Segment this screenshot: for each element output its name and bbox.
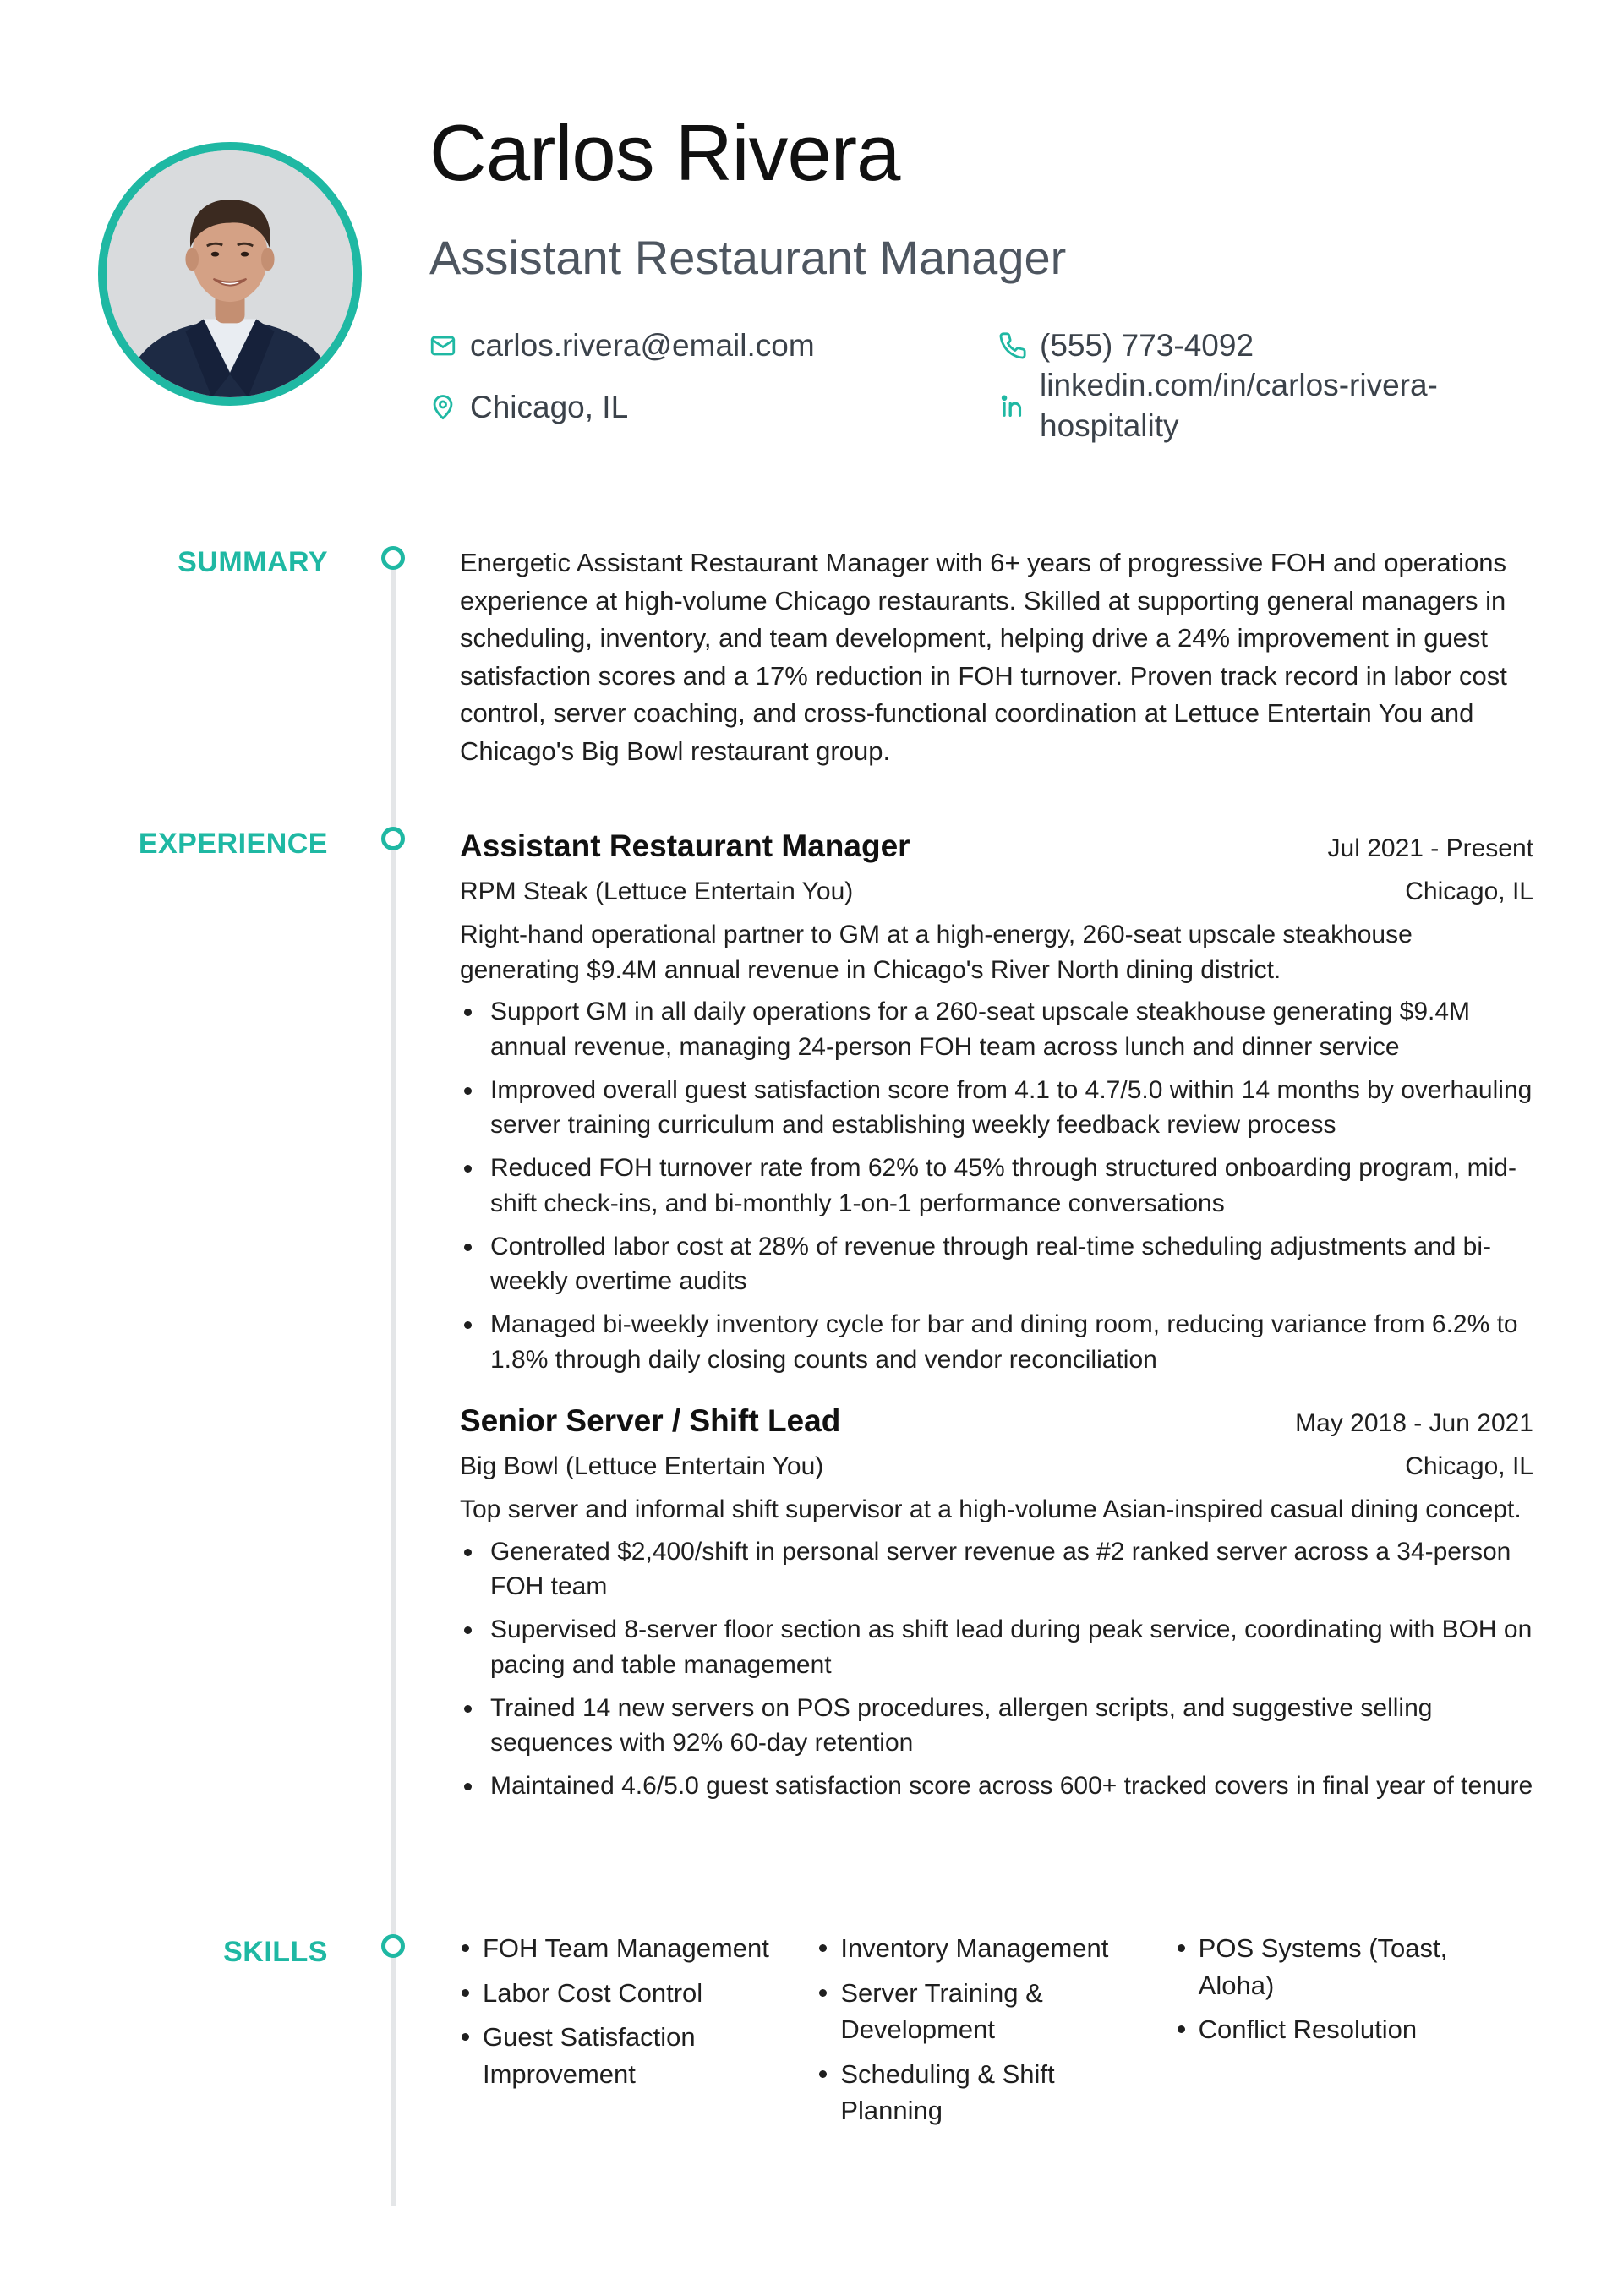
experience-list	[460, 824, 1533, 1826]
job-location: Chicago, IL	[1405, 1452, 1533, 1480]
job-location: Chicago, IL	[1405, 877, 1533, 905]
candidate-name: Carlos Rivera	[429, 108, 900, 197]
job-company: RPM Steak (Lettuce Entertain You)	[460, 877, 854, 905]
job-description: Right-hand operational partner to GM at a high-energy, 260-seat upscale steakhouse generating $9.4M annual revenue in Chicago's River North dining district.	[460, 921, 1413, 984]
skills-timeline-node	[381, 1934, 405, 1958]
contact-phone[interactable]	[997, 325, 1254, 366]
job-bullet: Managed bi-weekly inventory cycle for bar and dining room, reducing variance from 6.2% to 1.8% through daily closing counts and vendor reconciliation	[460, 1307, 1533, 1377]
job-bullet: Improved overall guest satisfaction score from 4.1 to 4.7/5.0 within 14 months by overhauling server training curriculum and establishing weekly feedback review process	[460, 1073, 1533, 1143]
job-title: Assistant Restaurant Manager	[460, 828, 910, 863]
job-title: Senior Server / Shift Lead	[460, 1403, 841, 1438]
skill-item: Guest Satisfaction Improvement	[460, 2019, 817, 2092]
summary-timeline-node	[381, 546, 405, 570]
job-bullet: Controlled labor cost at 28% of revenue through real-time scheduling adjustments and bi-weekly overtime audits	[460, 1229, 1533, 1299]
candidate-title: Assistant Restaurant Manager	[429, 231, 1067, 284]
phone-icon	[997, 331, 1028, 361]
job-description: Top server and informal shift supervisor at a high-volume Asian-inspired casual dining concept.	[460, 1495, 1522, 1523]
email-text[interactable]: carlos.rivera@email.com	[470, 328, 815, 363]
timeline-line	[391, 558, 396, 2206]
job-bullets	[460, 994, 1533, 1377]
skill-item: Conflict Resolution	[1176, 2011, 1533, 2048]
job-bullet: Maintained 4.6/5.0 guest satisfaction score across 600+ tracked covers in final year of tenure	[460, 1768, 1533, 1804]
skill-item: Labor Cost Control	[460, 1975, 817, 2012]
contact-email[interactable]	[428, 325, 815, 366]
location-text: Chicago, IL	[470, 390, 629, 424]
summary-heading: SUMMARY	[178, 546, 328, 578]
linkedin-text-line1[interactable]: linkedin.com/in/carlos-rivera-	[1040, 368, 1438, 402]
job-bullet: Trained 14 new servers on POS procedures, allergen scripts, and suggestive selling sequences with 92% 60-day retention	[460, 1691, 1533, 1761]
skills-heading: SKILLS	[223, 1936, 328, 1968]
contact-location	[428, 387, 628, 428]
avatar-illustration	[107, 150, 353, 397]
job-company: Big Bowl (Lettuce Entertain You)	[460, 1452, 824, 1480]
skills-column	[1176, 1930, 1533, 2137]
job-entry	[460, 824, 1533, 1377]
skill-item: Inventory Management	[817, 1930, 1175, 1967]
contact-linkedin[interactable]	[997, 365, 1438, 446]
experience-timeline-node	[381, 827, 405, 850]
skills-grid	[460, 1930, 1533, 2137]
job-dates: May 2018 - Jun 2021	[1295, 1409, 1533, 1437]
linkedin-text-line2[interactable]: hospitality	[1040, 408, 1179, 443]
skill-item: Server Training & Development	[817, 1975, 1175, 2048]
profile-photo	[98, 142, 362, 406]
job-bullets	[460, 1534, 1533, 1804]
skills-column	[817, 1930, 1175, 2137]
job-bullet: Support GM in all daily operations for a 260-seat upscale steakhouse generating $9.4M annual revenue, managing 24-person FOH team across lunch and dinner service	[460, 994, 1533, 1064]
job-dates: Jul 2021 - Present	[1327, 834, 1533, 862]
job-entry	[460, 1399, 1533, 1804]
job-bullet: Reduced FOH turnover rate from 62% to 45% through structured onboarding program, mid-shift check-ins, and bi-monthly 1-on-1 performance conversations	[460, 1151, 1533, 1221]
skill-item: FOH Team Management	[460, 1930, 817, 1967]
summary-paragraph: Energetic Assistant Restaurant Manager with 6+ years of progressive FOH and operations experience at high-volume Chicago restaurants. Skilled at supporting general managers in scheduling, inventory, and team development, helping drive a 24% improvement in guest satisfaction scores and a 17% reduction in FOH turnover. Proven track record in labor cost control, server coaching, and cross-functional coordination at Lettuce Entertain You and Chicago's Big Bowl restaurant group.	[460, 548, 1507, 766]
linkedin-icon	[997, 391, 1028, 421]
skill-item: POS Systems (Toast, Aloha)	[1176, 1930, 1533, 2004]
linkedin-link[interactable]	[1040, 365, 1438, 446]
phone-text[interactable]: (555) 773-4092	[1040, 328, 1254, 363]
job-bullet: Supervised 8-server floor section as shift lead during peak service, coordinating with BOH on pacing and table management	[460, 1612, 1533, 1682]
mail-icon	[428, 331, 458, 361]
skills-column	[460, 1930, 817, 2137]
experience-heading: EXPERIENCE	[138, 828, 328, 860]
skill-item: Scheduling & Shift Planning	[817, 2056, 1175, 2129]
job-bullet: Generated $2,400/shift in personal server revenue as #2 ranked server across a 34-person FOH team	[460, 1534, 1533, 1604]
map-pin-icon	[428, 392, 458, 423]
